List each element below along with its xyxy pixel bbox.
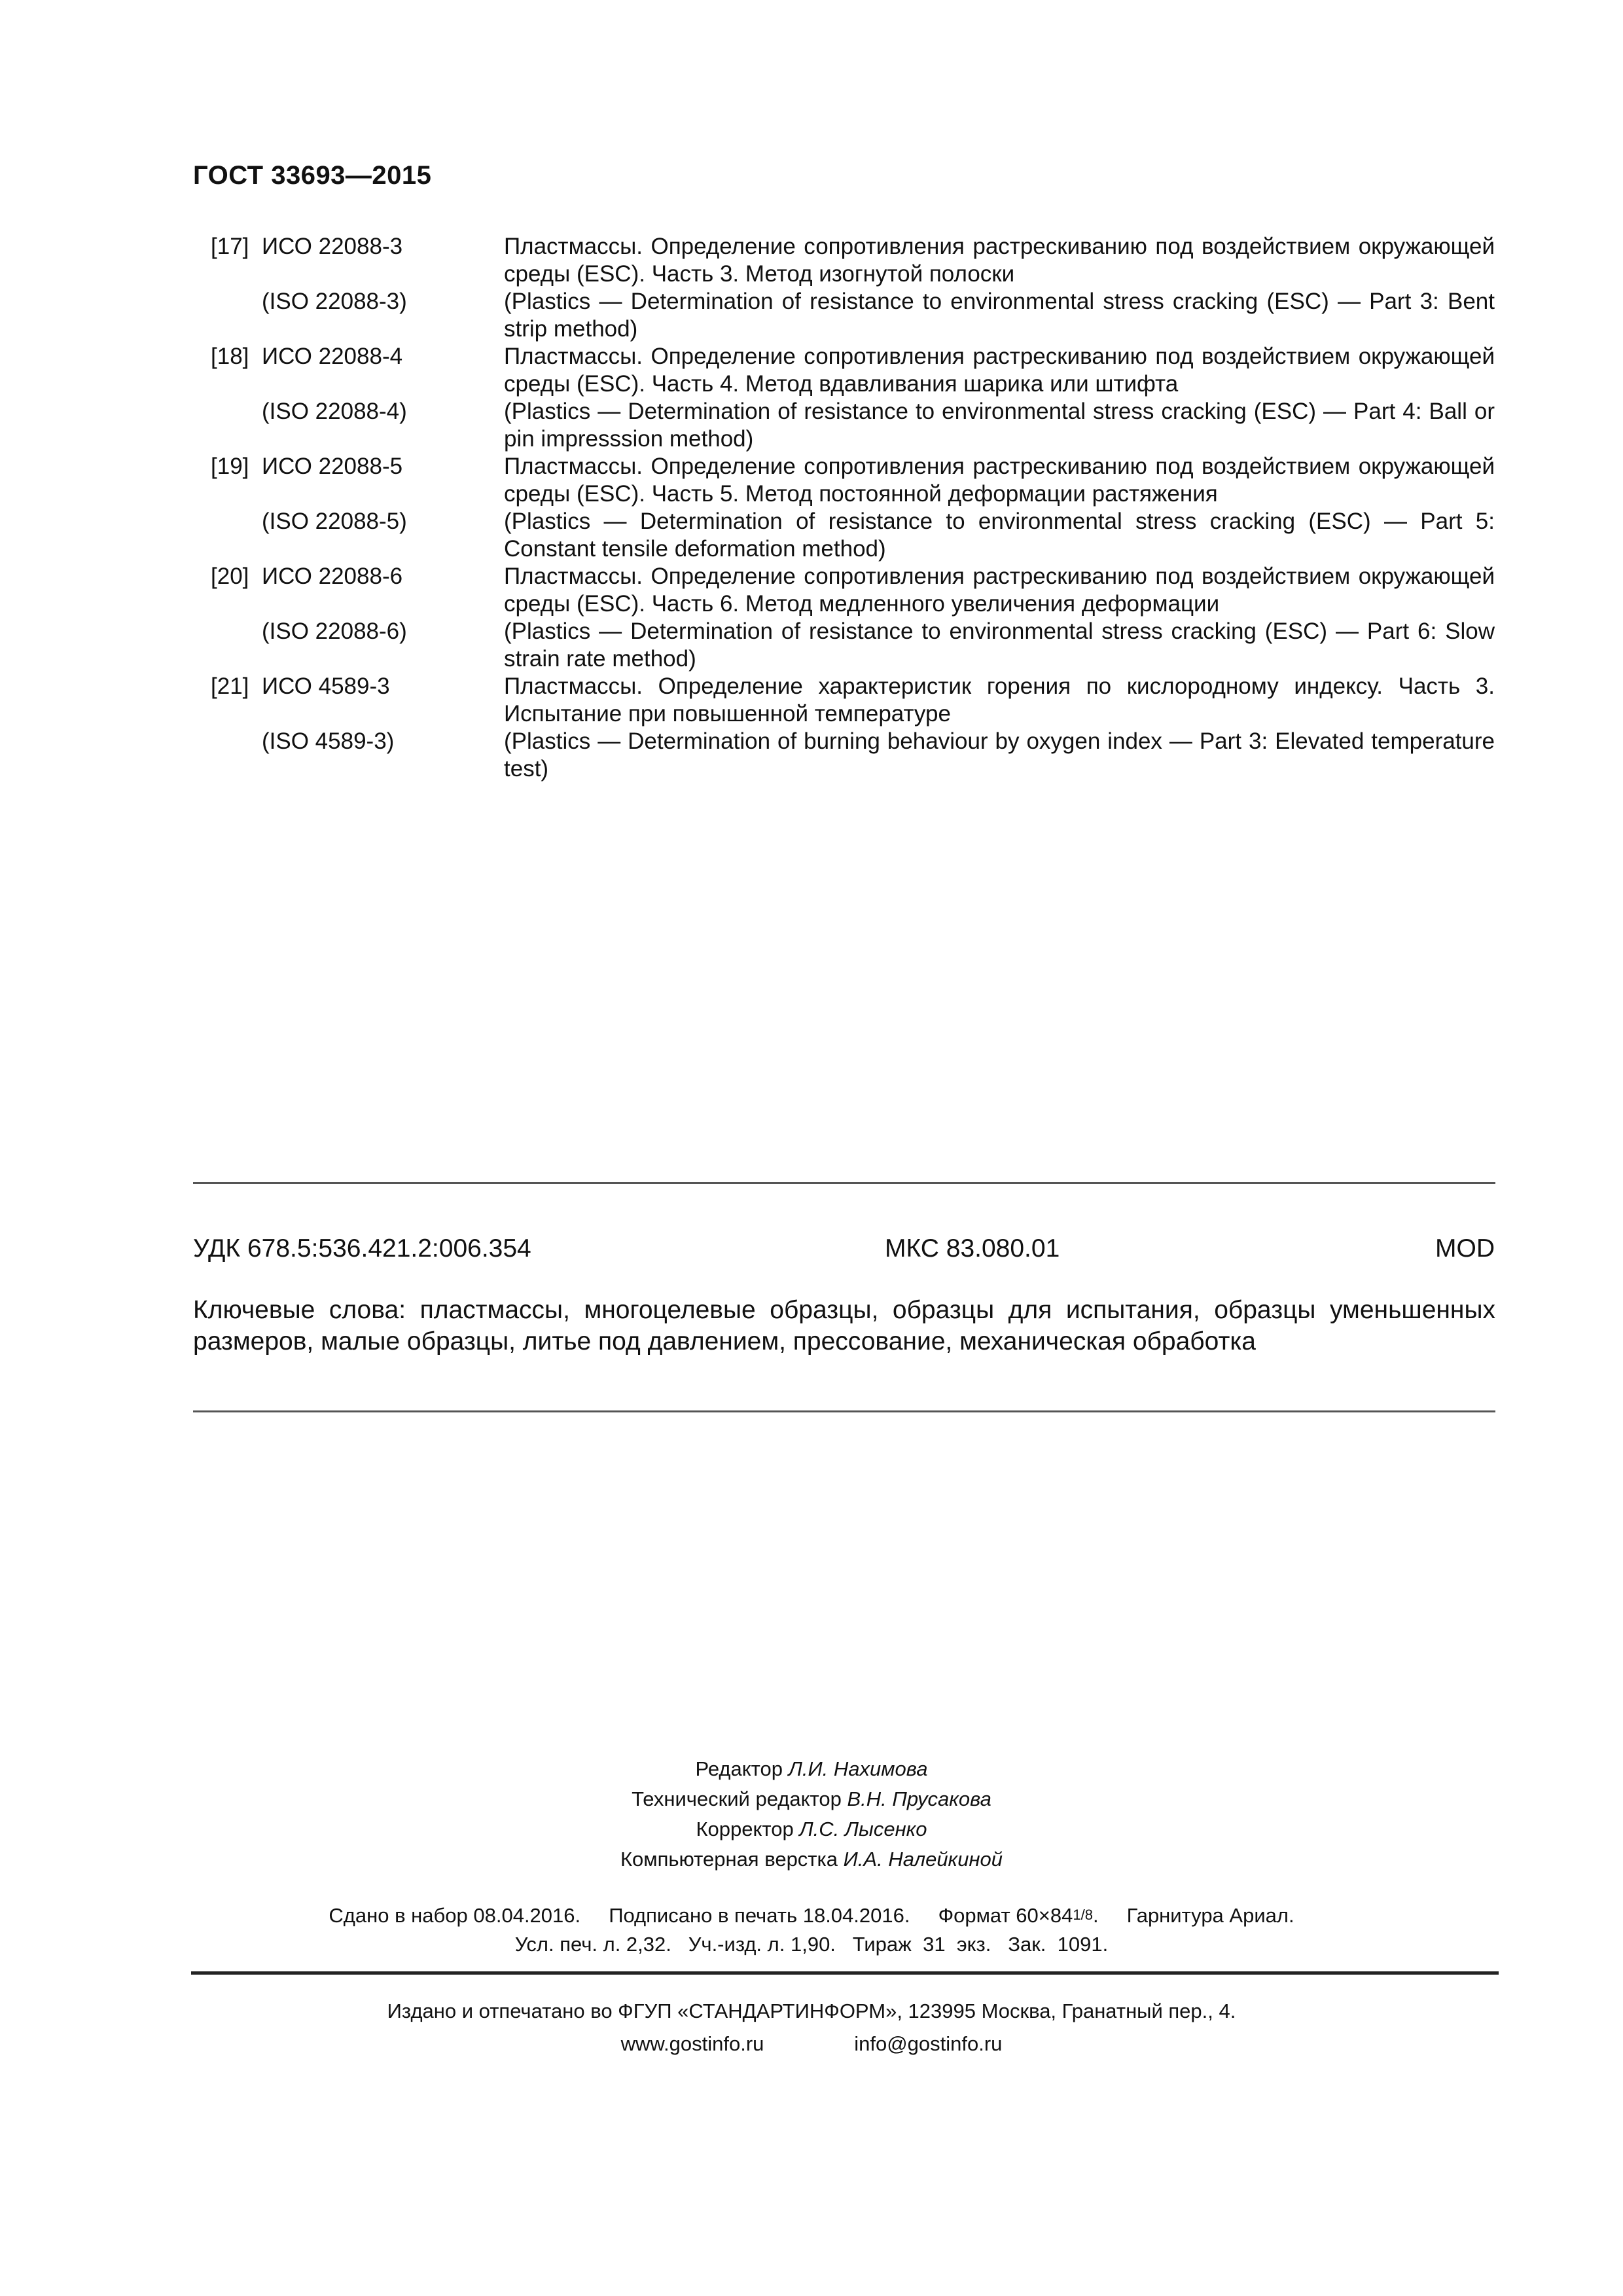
bibliography-entry-en xyxy=(211,288,1495,343)
ref-code-ru: ИСО 22088-6 xyxy=(262,564,403,589)
bibliography-list xyxy=(211,233,1495,783)
bibliography-entry xyxy=(211,673,1495,728)
ref-title-ru: Пластмассы. Определение сопротивления растрескиванию под воздействием окружающей среды (ESC). Часть 6. Метод медленного увеличения деформации xyxy=(504,564,1495,617)
bibliography-entry-en xyxy=(211,398,1495,453)
ref-title-ru: Пластмассы. Определение характеристик горения по кислородному индексу. Часть 3. Испытание при повышенной температуре xyxy=(504,673,1495,726)
credit-editor xyxy=(0,1754,1623,1784)
divider-bottom xyxy=(191,1971,1499,1975)
mks-code: МКС 83.080.01 xyxy=(885,1234,1060,1263)
publisher-links xyxy=(0,2028,1623,2060)
ref-title-ru: Пластмассы. Определение сопротивления растрескиванию под воздействием окружающей среды (ESC). Часть 5. Метод постоянной деформации растяжения xyxy=(504,454,1495,507)
bibliography-entry-en xyxy=(211,508,1495,563)
print-info-line-2 xyxy=(0,1930,1623,1959)
ref-code-ru: ИСО 22088-5 xyxy=(262,454,403,479)
ref-code-en: (ISO 22088-6) xyxy=(262,619,407,644)
credit-layout xyxy=(0,1844,1623,1874)
ref-title-en: (Plastics — Determination of resistance to environmental stress cracking (ESC) — Part 6: Slow strain rate method) xyxy=(504,619,1495,672)
bibliography-entry xyxy=(211,343,1495,398)
ref-title-ru: Пластмассы. Определение сопротивления растрескиванию под воздействием окружающей среды (ESC). Часть 4. Метод вдавливания шарика или штифта xyxy=(504,344,1495,397)
udk-code: УДК 678.5:536.421.2:006.354 xyxy=(193,1234,531,1263)
ref-number: [17] xyxy=(211,234,249,259)
publisher-website[interactable]: www.gostinfo.ru xyxy=(620,2032,764,2055)
bibliography-entry xyxy=(211,233,1495,288)
mod-label: MOD xyxy=(1435,1234,1495,1263)
credit-name: В.Н. Прусакова xyxy=(847,1787,991,1810)
signed-date: Подписано в печать 18.04.2016. xyxy=(609,1904,910,1927)
bibliography-entry-en xyxy=(211,618,1495,673)
divider-keywords xyxy=(193,1410,1495,1412)
paper-format-fraction: 1/8 xyxy=(1073,1907,1093,1923)
ref-code-ru: ИСО 22088-4 xyxy=(262,344,403,369)
credit-role: Корректор xyxy=(696,1818,794,1840)
bibliography-entry-en xyxy=(211,728,1495,783)
publisher-block xyxy=(0,1995,1623,2060)
ref-code-en: (ISO 22088-5) xyxy=(262,509,407,534)
ref-number: [18] xyxy=(211,344,249,369)
ref-code-en: (ISO 22088-4) xyxy=(262,399,407,424)
bibliography-entry xyxy=(211,563,1495,618)
ref-number: [19] xyxy=(211,454,249,479)
ref-title-en: (Plastics — Determination of resistance to environmental stress cracking (ESC) — Part 5: Constant tensile deformation method) xyxy=(504,509,1495,562)
credit-role: Компьютерная верстка xyxy=(620,1848,838,1871)
ref-title-en: (Plastics — Determination of resistance to environmental stress cracking (ESC) — Part 4: Ball or pin impresssion method) xyxy=(504,399,1495,452)
bibliography-entry xyxy=(211,453,1495,508)
ref-code-en: (ISO 4589-3) xyxy=(262,728,395,754)
ref-title-ru: Пластмассы. Определение сопротивления растрескиванию под воздействием окружающей среды (ESC). Часть 3. Метод изогнутой полоски xyxy=(504,234,1495,287)
credit-role: Редактор xyxy=(695,1757,783,1780)
publisher-email[interactable]: info@gostinfo.ru xyxy=(854,2032,1003,2055)
credit-name: Л.И. Нахимова xyxy=(788,1757,928,1780)
credit-proofreader xyxy=(0,1814,1623,1844)
ref-number: [21] xyxy=(211,673,249,699)
typeface: Гарнитура Ариал. xyxy=(1126,1904,1294,1927)
print-sheets: Усл. печ. л. 2,32. xyxy=(514,1933,671,1956)
circulation: Тираж 31 экз. xyxy=(852,1933,991,1956)
print-info-line-1: Сдано в набор 08.04.2016. Подписано в печать 18.04.2016. Формат 60×841/8. Гарнитура Ариал. xyxy=(329,1904,1294,1927)
publisher-line: Издано и отпечатано во ФГУП «СТАНДАРТИНФОРМ», 123995 Москва, Гранатный пер., 4. xyxy=(387,2000,1236,2022)
ref-code-ru: ИСО 4589-3 xyxy=(262,673,390,699)
ref-title-en: (Plastics — Determination of resistance to environmental stress cracking (ESC) — Part 3: Bent strip method) xyxy=(504,289,1495,342)
credit-role: Технический редактор xyxy=(632,1787,842,1810)
ref-title-en: (Plastics — Determination of burning behaviour by oxygen index — Part 3: Elevated temperature test) xyxy=(504,728,1495,781)
order-number: Зак. 1091. xyxy=(1008,1933,1109,1956)
credit-tech-editor xyxy=(0,1784,1623,1814)
paper-format: Формат 60×84 xyxy=(938,1904,1073,1927)
credits-block xyxy=(0,1754,1623,1874)
document-header: ГОСТ 33693—2015 xyxy=(193,161,432,190)
ref-number: [20] xyxy=(211,564,249,589)
print-info xyxy=(0,1901,1623,1959)
edition-sheets: Уч.-изд. л. 1,90. xyxy=(688,1933,836,1956)
ref-code-en: (ISO 22088-3) xyxy=(262,289,407,314)
divider-top xyxy=(193,1182,1495,1184)
credit-name: Л.С. Лысенко xyxy=(799,1818,927,1840)
keywords: Ключевые слова: пластмассы, многоцелевые образцы, образцы для испытания, образцы уменьшенных размеров, малые образцы, литье под давлением, прессование, механическая обработка xyxy=(193,1296,1495,1355)
submitted-date: Сдано в набор 08.04.2016. xyxy=(329,1904,581,1927)
ref-code-ru: ИСО 22088-3 xyxy=(262,234,403,259)
credit-name: И.А. Налейкиной xyxy=(843,1848,1003,1871)
